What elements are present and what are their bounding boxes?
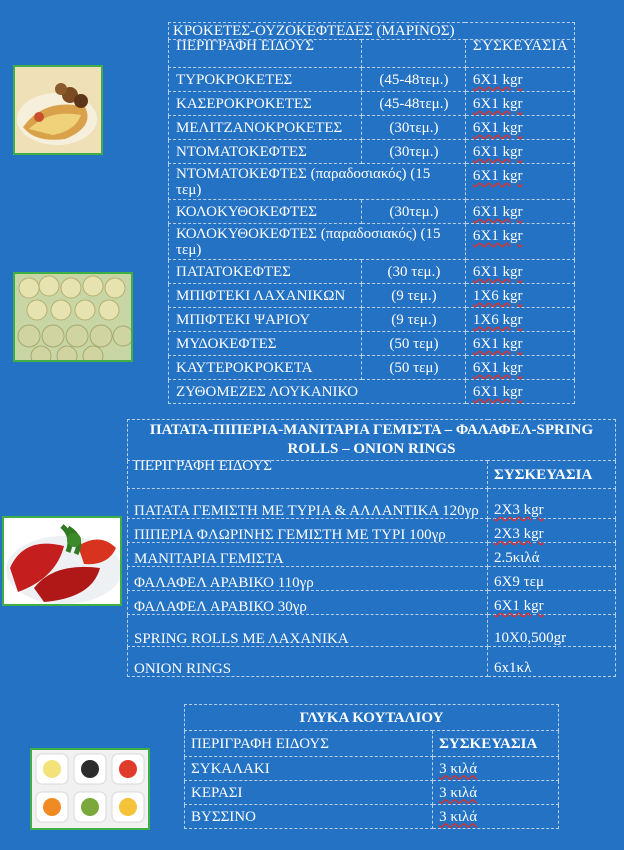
table-row — [169, 380, 575, 404]
table-row — [185, 781, 559, 805]
table-row — [128, 615, 616, 647]
item-pack: 6X1 kgr — [465, 380, 574, 404]
item-name: ΦΑΛΑΦΕΛ ΑΡΑΒΙΚΟ 110γρ — [128, 567, 488, 591]
section3-col-pack: ΣΥΣΚΕΥΑΣΙΑ — [433, 731, 559, 757]
table-row — [128, 567, 616, 591]
item-pack: 6X1 kgr — [465, 356, 574, 380]
item-name: ΜΠΙΦΤΕΚΙ ΨΑΡΙΟΥ — [169, 308, 362, 332]
item-pack: 6X1 kgr — [465, 260, 574, 284]
item-pack: 2X3 kgr — [488, 489, 616, 519]
table-row — [128, 489, 616, 519]
section2-col-pack: ΣΥΣΚΕΥΑΣΙΑ — [488, 461, 616, 489]
table-row — [169, 308, 575, 332]
item-pack: 6X1 kgr — [488, 591, 616, 615]
item-quantity: (30 τεμ.) — [361, 260, 465, 284]
item-name: ΦΑΛΑΦΕΛ ΑΡΑΒΙΚΟ 30γρ — [128, 591, 488, 615]
item-name: ΣΥΚΑΛΑΚΙ — [185, 757, 433, 781]
item-name: ΤΥΡΟΚΡΟΚΕΤΕΣ — [169, 68, 362, 92]
table-row — [169, 200, 575, 224]
section1-title: ΚΡΟΚΕΤΕΣ-ΟΥΖΟΚΕΦΤΕΔΕΣ (ΜΑΡΙΝΟΣ) — [169, 23, 575, 40]
item-name: ΜΥΔΟΚΕΦΤΕΣ — [169, 332, 362, 356]
item-name: ΖΥΘΟΜΕΖΕΣ ΛΟΥΚΑΝΙΚΟ — [169, 380, 466, 404]
table-row — [169, 356, 575, 380]
item-name: ΜΕΛΙΤΖΑΝΟΚΡΟΚΕΤΕΣ — [169, 116, 362, 140]
item-name: ΠΙΠΕΡΙΑ ΦΛΩΡΙΝΗΣ ΓΕΜΙΣΤΗ ΜΕ ΤΥΡΙ 100γρ — [128, 519, 488, 543]
item-pack: 6x1κλ — [488, 647, 616, 677]
keftedes-photo — [13, 272, 133, 362]
section2-col-desc: ΠΕΡΙΓΡΑΦΗ ΕΙΔΟΥΣ — [128, 461, 488, 489]
table-row — [169, 284, 575, 308]
section3-title: ΓΛΥΚΑ ΚΟΥΤΑΛΙΟΥ — [185, 705, 559, 731]
table-row — [128, 647, 616, 677]
table-row — [169, 260, 575, 284]
item-name: SPRING ROLLS ΜΕ ΛΑΧΑΝΙΚΑ — [128, 615, 488, 647]
item-pack: 3 κιλά — [433, 805, 559, 829]
section1-col-pack: ΣΥΣΚΕΥΑΣΙΑ — [465, 40, 574, 68]
stuffed-peppers-photo — [2, 516, 122, 606]
table-row — [128, 519, 616, 543]
table-row — [169, 164, 575, 200]
item-name: ΚΑΥΤΕΡΟΚΡΟΚΕΤΑ — [169, 356, 362, 380]
item-quantity: (45-48τεμ.) — [361, 68, 465, 92]
table-row — [128, 591, 616, 615]
item-name: ΒΥΣΣΙΝΟ — [185, 805, 433, 829]
table-row — [169, 92, 575, 116]
item-pack: 1X6 kgr — [465, 308, 574, 332]
table-row — [169, 68, 575, 92]
section1-col-desc: ΠΕΡΙΓΡΑΦΗ ΕΙΔΟΥΣ — [169, 40, 362, 68]
table-row — [169, 140, 575, 164]
item-quantity: (30τεμ.) — [361, 140, 465, 164]
item-name: ΚΑΣΕΡΟΚΡΟΚΕΤΕΣ — [169, 92, 362, 116]
item-quantity: (9 τεμ.) — [361, 284, 465, 308]
table-row — [128, 543, 616, 567]
item-pack: 1X6 kgr — [465, 284, 574, 308]
table-row — [185, 757, 559, 781]
spoon-sweets-photo — [30, 748, 150, 830]
item-pack: 6X9 τεμ — [488, 567, 616, 591]
item-quantity: (30τεμ.) — [361, 200, 465, 224]
section2-title: ΠΑΤΑΤΑ-ΠΙΠΕΡΙΑ-ΜΑΝΙΤΑΡΙΑ ΓΕΜΙΣΤΑ – ΦΑΛΑΦΕΛ-SPRING ROLLS – ONION RINGS — [128, 420, 616, 461]
item-pack: 10X0,500gr — [488, 615, 616, 647]
item-name: ΠΑΤΑΤΑ ΓΕΜΙΣΤΗ ΜΕ ΤΥΡΙΑ & ΑΛΛΑΝΤΙΚΑ 120γρ — [128, 489, 488, 519]
item-pack: 3 κιλά — [433, 757, 559, 781]
item-quantity: (50 τεμ) — [361, 356, 465, 380]
table-row — [169, 332, 575, 356]
item-name: ΠΑΤΑΤΟΚΕΦΤΕΣ — [169, 260, 362, 284]
table-row — [169, 116, 575, 140]
item-name: ONION RINGS — [128, 647, 488, 677]
item-quantity: (30τεμ.) — [361, 116, 465, 140]
item-pack: 3 κιλά — [433, 781, 559, 805]
item-name: ΚΟΛΟΚΥΘΟΚΕΦΤΕΣ — [169, 200, 362, 224]
item-quantity: (9 τεμ.) — [361, 308, 465, 332]
item-name: ΝΤΟΜΑΤΟΚΕΦΤΕΣ — [169, 140, 362, 164]
item-pack: 6X1 kgr — [465, 116, 574, 140]
item-quantity: (50 τεμ) — [361, 332, 465, 356]
table-row — [185, 805, 559, 829]
item-pack: 2.5κιλά — [488, 543, 616, 567]
item-pack: 6X1 kgr — [465, 164, 574, 200]
item-name: ΜΑΝΙΤΑΡΙΑ ΓΕΜΙΣΤΑ — [128, 543, 488, 567]
item-name: ΚΕΡΑΣΙ — [185, 781, 433, 805]
item-name: ΚΟΛΟΚΥΘΟΚΕΦΤΕΣ (παραδοσιακός) (15 τεμ) — [169, 224, 466, 260]
item-name: ΝΤΟΜΑΤΟΚΕΦΤΕΣ (παραδοσιακός) (15 τεμ) — [169, 164, 466, 200]
item-pack: 2X3 kgr — [488, 519, 616, 543]
item-name: ΜΠΙΦΤΕΚΙ ΛΑΧΑΝΙΚΩΝ — [169, 284, 362, 308]
item-pack: 6X1 kgr — [465, 140, 574, 164]
item-pack: 6X1 kgr — [465, 200, 574, 224]
item-pack: 6X1 kgr — [465, 92, 574, 116]
item-pack: 6X1 kgr — [465, 224, 574, 260]
spoon-sweets-table — [184, 704, 559, 829]
item-pack: 6X1 kgr — [465, 332, 574, 356]
croquettes-photo — [13, 65, 103, 155]
table-row — [169, 224, 575, 260]
stuffed-items-table — [127, 419, 616, 677]
section3-col-desc: ΠΕΡΙΓΡΑΦΗ ΕΙΔΟΥΣ — [185, 731, 433, 757]
croquettes-table — [168, 22, 575, 404]
item-quantity: (45-48τεμ.) — [361, 92, 465, 116]
item-pack: 6X1 kgr — [465, 68, 574, 92]
